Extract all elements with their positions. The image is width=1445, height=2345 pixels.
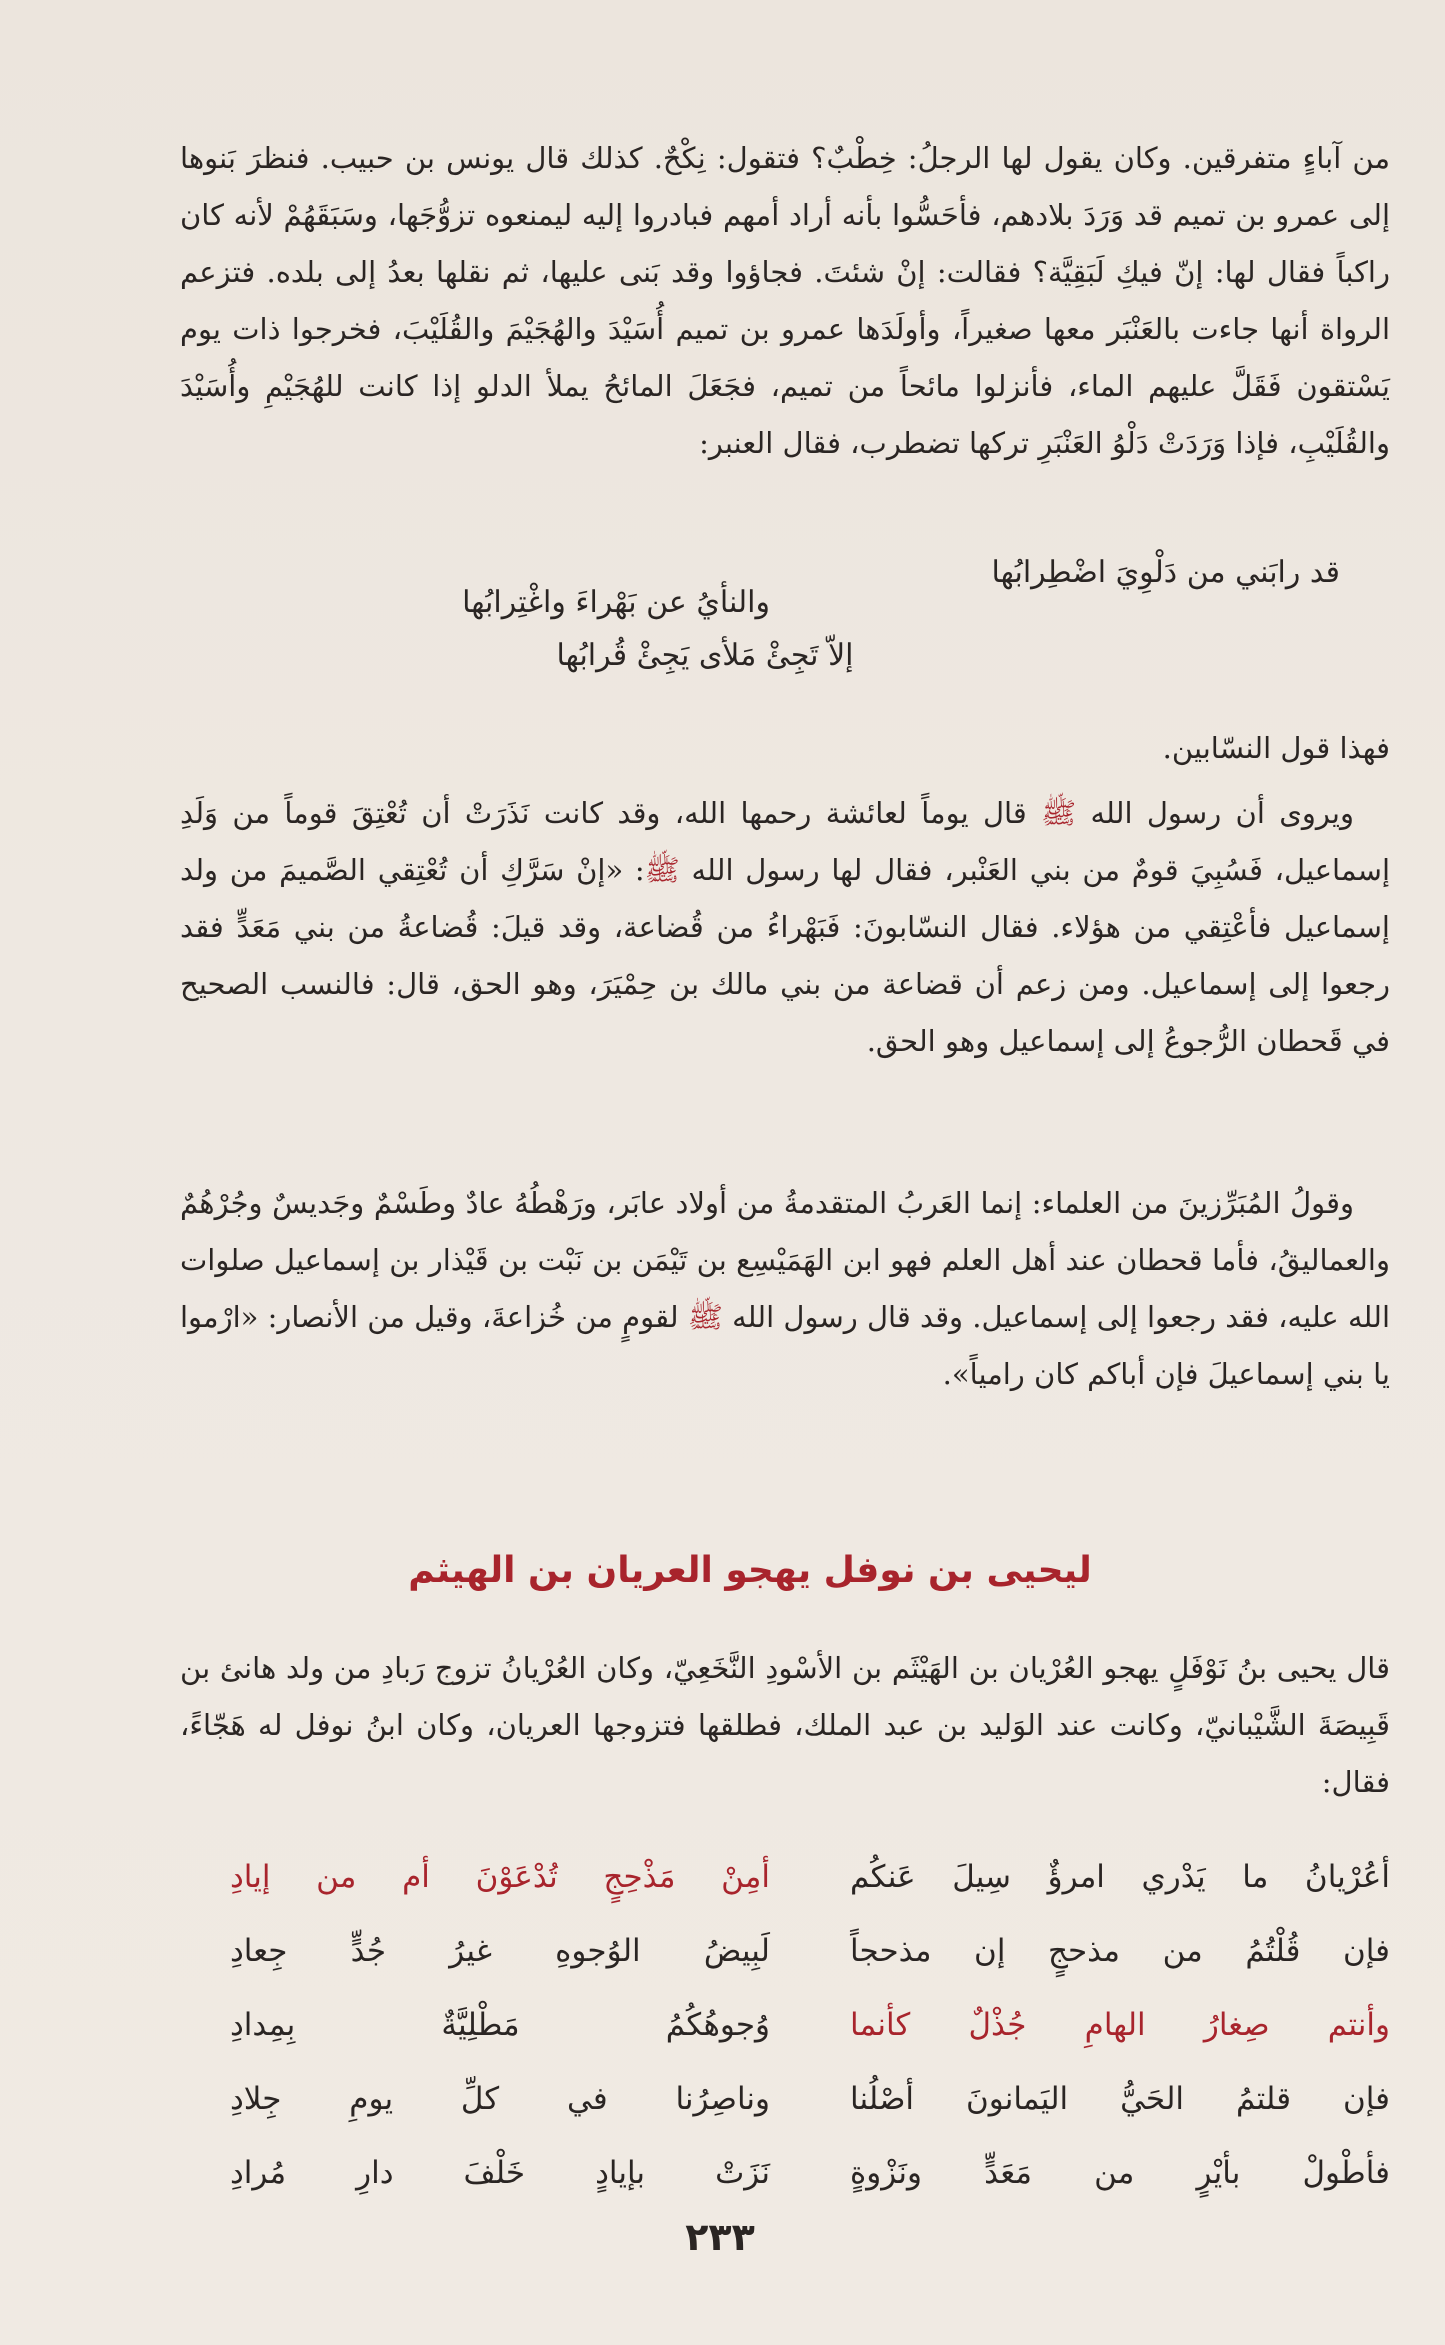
prophet-honorific-symbol: ﷺ	[644, 853, 680, 887]
poem-verse	[230, 1988, 1390, 2062]
paragraph-segment: : «إنْ سَرَّكِ أن تُعْتِقي الصَّميمَ من ولد إسماعيل فأعْتِقي من هؤلاء. فقال النسّابونَ: فَبَهْراءُ من قُضاعة، وقد قيلَ: قُضاعةُ من بني مَعَدٍّ فقد رجعوا إلى إسماعيل. ومن زعم أن قضاعة من بني مالك بن حِمْيَرَ، وهو الحق، قال: فالنسب الصحيح في قَحطان الرُّجوعُ إلى إسماعيل وهو الحق.	[180, 853, 1390, 1058]
poem-hemistich-left: وُجوهُكُمُ مَطْلِيَّةٌ بِمِدادِ	[230, 2007, 770, 2043]
poem	[230, 1840, 1390, 2210]
page-number: ٢٣٣	[685, 2215, 755, 2259]
paragraph-nassabin	[180, 720, 1390, 777]
poem-hemistich-left: وناصِرُنا في كلِّ يومِ جِلادِ	[230, 2081, 770, 2117]
poem-verse	[230, 2136, 1390, 2210]
poem-hemistich-right: فإن قُلْتُمُ من مذحجٍ إن مذحجاً	[850, 1933, 1390, 1969]
verse-hemistich-left: والنأيُ عن بَهْراءَ واغْتِرابُها	[462, 585, 770, 620]
paragraph-segment: قال يوماً لعائشة رحمها الله، وقد كانت نَذَرَتْ أن تُعْتِقَ قوماً من وَلَدِ إسماعيل، فَسُبِيَ قومٌ من بني العَنْبر، فقال لها رسول الله	[180, 796, 1391, 887]
paragraph-intro	[180, 130, 1390, 472]
poem-verse	[230, 2062, 1390, 2136]
prophet-honorific-symbol: ﷺ	[1041, 796, 1077, 830]
paragraph-hadith-aisha	[180, 785, 1390, 1070]
poem-verse	[230, 1840, 1390, 1914]
verse-hemistich-right: قد رابَني من دَلْوِيَ اضْطِرابُها	[991, 555, 1340, 590]
poem-hemistich-right: وأنتم صِغارُ الهامِ جُذْلٌ كأنما	[850, 2007, 1390, 2043]
poem-hemistich-right: فأطْولْ بأيْرٍ من مَعَدٍّ ونَزْوةٍ	[850, 2155, 1390, 2191]
paragraph-segment: وقولُ المُبَرِّزينَ من العلماء: إنما العَربُ المتقدمةُ من أولاد عابَر، ورَهْطُهُ عادٌ وطَسْمٌ وجَديسٌ وجُرْهُمٌ والعماليقُ، فأما قحطان عند أهل العلم فهو ابن الهَمَيْسِع بن تَيْمَن بن نَبْت بن قَيْذار بن إسماعيل صلوات الله عليه، فقد رجعوا إلى إسماعيل. وقد قال رسول الله	[180, 1186, 1391, 1334]
section-heading: ليحيى بن نوفل يهجو العريان بن الهيثم	[408, 1550, 1092, 1591]
paragraph-segment: لقومٍ من خُزاعةَ، وقيل من الأنصار: «ارْموا يا بني إسماعيلَ فإن أباكم كان رامياً».	[180, 1300, 1390, 1391]
prophet-honorific-symbol: ﷺ	[687, 1300, 723, 1334]
paragraph-text: من آباءٍ متفرقين. وكان يقول لها الرجلُ: خِطْبٌ؟ فتقول: نِكْحٌ. كذلك قال يونس بن حبيب. فنظرَ بَنوها إلى عمرو بن تميم قد وَرَدَ بلادهم، فأحَسُّوا بأنه أراد أمهم فبادروا إليه ليمنعوه تزوُّجَها، وسَبَقَهُمْ لأنه كان راكباً فقال لها: إنّ فيكِ لَبَقِيَّة؟ فقالت: إنْ شئتَ. فجاؤوا وقد بَنى عليها، ثم نقلها بعدُ إلى بلده. فتزعم الرواة أنها جاءت بالعَنْبَر معها صغيراً، وأولَدَها عمرو بن تميم أُسَيْدَ والهُجَيْمَ والقُلَيْبَ، فخرجوا ذات يوم يَسْتقون فَقَلَّ عليهم الماء، فأنزلوا مائحاً من تميم، فجَعَلَ المائحُ يملأ الدلو إذا كانت للهُجَيْمِ وأُسَيْدَ والقُلَيْبِ، فإذا وَرَدَتْ دَلْوُ العَنْبَرِ تركها تضطرب، فقال العنبر:	[180, 141, 1390, 460]
poem-hemistich-left: لَبِيضُ الوُجوهِ غيرُ جُدٍّ جِعادِ	[230, 1933, 770, 1969]
poem-verse	[230, 1914, 1390, 1988]
poem-hemistich-left: أمِنْ مَذْحِجٍ تُدْعَوْنَ أم من إيادِ	[230, 1859, 770, 1895]
poem-hemistich-right: فإن قلتمُ الحَيُّ اليَمانونَ أصْلُنا	[850, 2081, 1390, 2117]
poem-hemistich-right: أعُرْيانُ ما يَدْري امرؤٌ سِيلَ عَنكُم	[850, 1859, 1390, 1895]
poem-hemistich-left: نَزَتْ بإيادٍ خَلْفَ دارِ مُرادِ	[230, 2155, 770, 2191]
paragraph-poem-intro	[180, 1640, 1390, 1811]
paragraph-scholars	[180, 1175, 1390, 1403]
paragraph-text	[180, 1175, 1390, 1403]
verse-closing-line: إلاّ تَجِئْ مَلأى يَجِئْ قُرابُها	[556, 638, 854, 673]
paragraph-text: فهذا قول النسّابين.	[1162, 731, 1390, 765]
paragraph-segment: ويروى أن رسول الله	[1090, 796, 1355, 830]
paragraph-text	[180, 785, 1390, 1070]
paragraph-text: قال يحيى بنُ نَوْفَلٍ يهجو العُرْيان بن الهَيْثَم بن الأسْودِ النَّخَعِيّ، وكان العُرْيانُ تزوج رَبادِ من ولد هانئ بن قَبِيصَةَ الشَّيْبانيّ، وكانت عند الوَليد بن عبد الملك، فطلقها فتزوجها العريان، وكان ابنُ نوفل له هَجّاءً، فقال:	[180, 1651, 1390, 1799]
